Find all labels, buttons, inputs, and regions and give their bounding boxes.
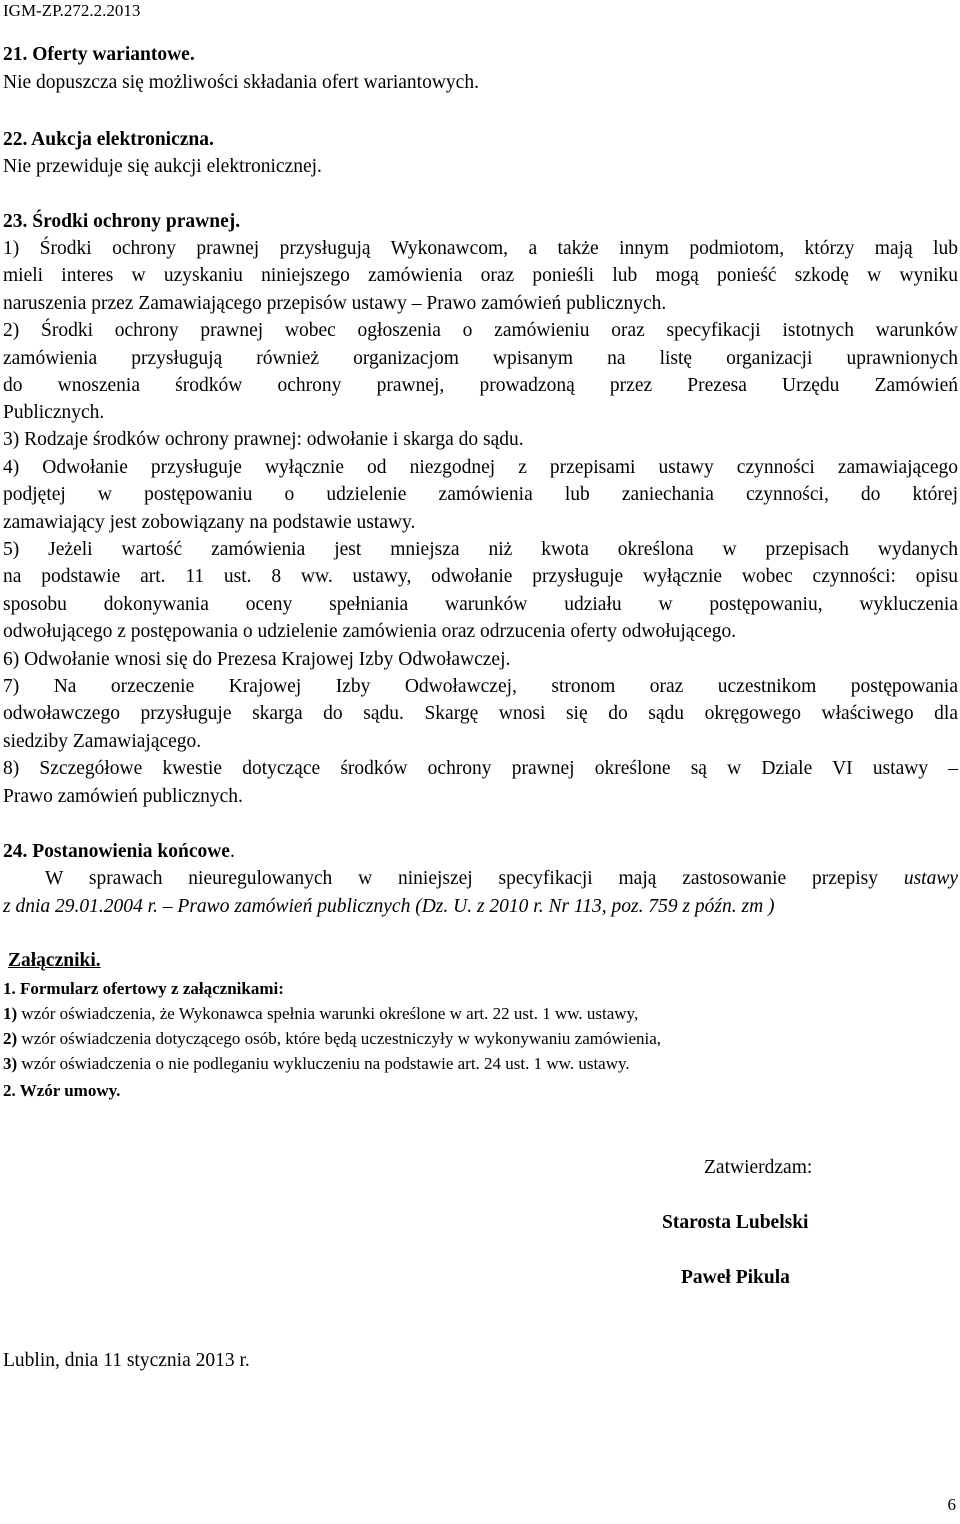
attachment-sub-item-text: wzór oświadczenia dotyczącego osób, które będą uczestniczyły w wykonywaniu zamówienia, [17, 1029, 662, 1048]
section-23-line: 4) Odwołanie przysługuje wyłącznie od niezgodnej z przepisami ustawy czynności zamawiającego [3, 457, 958, 478]
section-23-line: 6) Odwołanie wnosi się do Prezesa Krajowej Izby Odwoławczej. [3, 649, 511, 670]
section-23-line: mieli interes w uzyskaniu niniejszego zamówienia oraz ponieśli lub mogą ponieść szkodę w wyniku [3, 265, 958, 286]
section-24-line-2: z dnia 29.01.2004 r. – Prawo zamówień publicznych (Dz. U. z 2010 r. Nr 113, poz. 759 z późn. zm ) [3, 896, 775, 917]
attachment-item-2-title: 2. Wzór umowy. [3, 1081, 121, 1100]
section-21-text: Nie dopuszcza się możliwości składania ofert wariantowych. [3, 72, 479, 93]
section-23-line: odwołującego z postępowania o udzielenie zamówienia oraz odrzucenia oferty odwołującego. [3, 621, 737, 642]
attachment-sub-item-text: wzór oświadczenia o nie podleganiu wykluczeniu na podstawie art. 24 ust. 1 ww. ustawy. [17, 1054, 630, 1073]
section-23-line: Publicznych. [3, 402, 105, 423]
section-23-line: podjętej w postępowaniu o udzielenie zamówienia lub zaniechania czynności, do której [3, 484, 958, 505]
approval-signatory-name: Paweł Pikula [681, 1267, 790, 1288]
section-23-title: 23. Środki ochrony prawnej. [3, 211, 241, 232]
attachment-item-1-title: 1. Formularz ofertowy z załącznikami: [3, 979, 284, 998]
section-23-line: do wnoszenia środków ochrony prawnej, prowadzoną przez Prezesa Urzędu Zamówień [3, 375, 958, 396]
attachment-sub-item [3, 1026, 958, 1052]
attachments-title: Załączniki. [8, 950, 101, 971]
approval-label: Zatwierdzam: [704, 1157, 813, 1178]
place-and-date: Lublin, dnia 11 stycznia 2013 r. [3, 1350, 250, 1371]
section-23-line: 3) Rodzaje środków ochrony prawnej: odwołanie i skarga do sądu. [3, 429, 524, 450]
section-24-line-1 [45, 866, 958, 892]
attachment-sub-item-number: 2) [3, 1029, 18, 1048]
section-23-line: 2) Środki ochrony prawnej wobec ogłoszenia o zamówieniu oraz specyfikacji istotnych warunków [3, 320, 958, 341]
page-number: 6 [947, 1495, 956, 1514]
section-23-line: 7) Na orzeczenie Krajowej Izby Odwoławczej, stronom oraz uczestnikom postępowania [3, 676, 958, 697]
document-id-header: IGM-ZP.272.2.2013 [3, 1, 141, 20]
section-21-title: 21. Oferty wariantowe. [3, 44, 195, 65]
section-23-line: 8) Szczegółowe kwestie dotyczące środków ochrony prawnej określone są w Dziale VI ustawy – [3, 758, 958, 779]
section-23-line: 1) Środki ochrony prawnej przysługują Wykonawcom, a także innym podmiotom, którzy mają lub [3, 238, 958, 259]
attachment-sub-item-number: 1) [3, 1004, 18, 1023]
section-24-title: 24. Postanowienia końcowe [3, 841, 230, 862]
section-23-line: zamówienia przysługują również organizacjom wpisanym na listę organizacji uprawnionych [3, 348, 958, 369]
section-22-title: 22. Aukcja elektroniczna. [3, 129, 214, 150]
attachment-sub-item-text: wzór oświadczenia, że Wykonawca spełnia warunki określone w art. 22 ust. 1 ww. ustawy, [17, 1004, 639, 1023]
section-23-line: odwoławczego przysługuje skarga do sądu. Skargę wnosi się do sądu okręgowego właściwego dla [3, 703, 958, 724]
attachment-sub-item-number: 3) [3, 1054, 18, 1073]
section-23-line: Prawo zamówień publicznych. [3, 786, 243, 807]
section-23-line: na podstawie art. 11 ust. 8 ww. ustawy, odwołanie przysługuje wyłącznie wobec czynności: opisu [3, 566, 958, 587]
section-23-line: naruszenia przez Zamawiającego przepisów ustawy – Prawo zamówień publicznych. [3, 293, 667, 314]
attachment-sub-item [3, 1051, 958, 1077]
section-24-line-1-italic: ustawy [903, 868, 958, 889]
section-24-heading [3, 839, 958, 865]
section-24-line-1-text: W sprawach nieuregulowanych w niniejszej specyfikacji mają zastosowanie przepisy [45, 868, 904, 889]
approval-position: Starosta Lubelski [662, 1212, 809, 1233]
section-23-line: 5) Jeżeli wartość zamówienia jest mniejsza niż kwota określona w przepisach wydanych [3, 539, 958, 560]
section-23-line: zamawiający jest zobowiązany na podstawie ustawy. [3, 512, 416, 533]
attachment-sub-item [3, 1001, 958, 1027]
section-23-line: sposobu dokonywania oceny spełniania warunków udziału w postępowaniu, wykluczenia [3, 594, 958, 615]
section-24-title-dot: . [229, 841, 235, 862]
section-22-text: Nie przewiduje się aukcji elektronicznej. [3, 156, 322, 177]
section-23-line: siedziby Zamawiającego. [3, 731, 202, 752]
